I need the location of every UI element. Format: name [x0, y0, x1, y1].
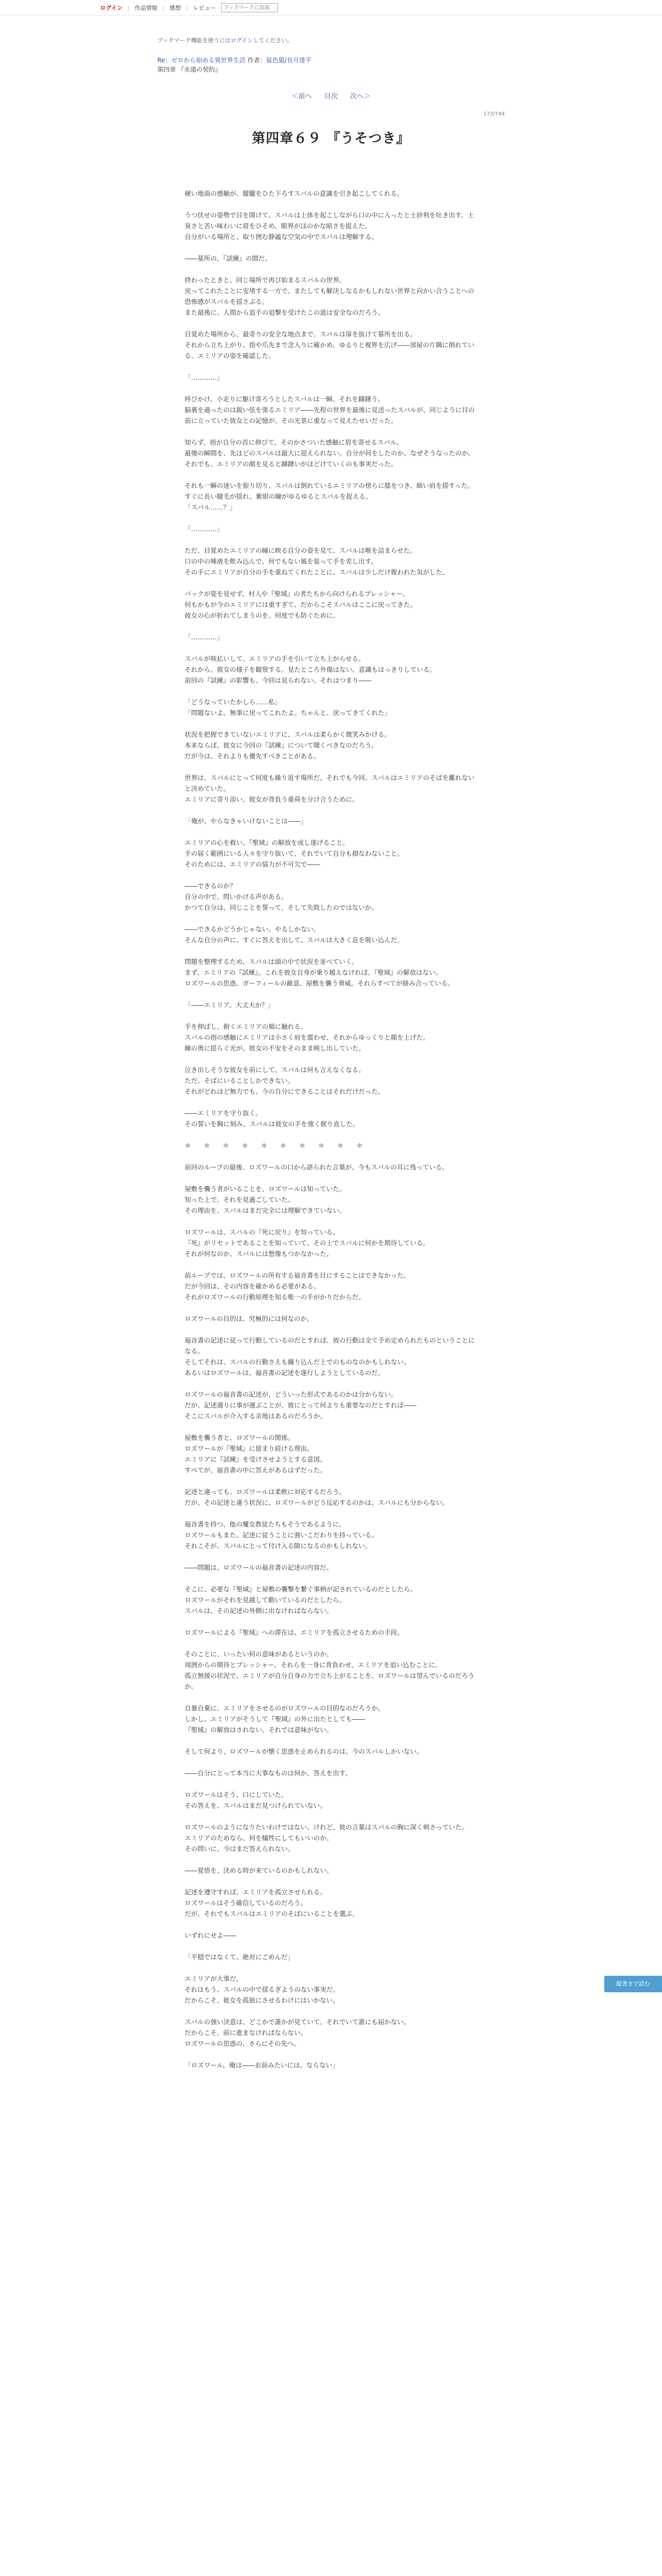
paragraph: 「…………」 — [185, 633, 224, 641]
series-title-text[interactable]: Re：ゼロから始める異世界生活 — [157, 57, 246, 64]
paragraph: 終わったときと、同じ場所で再び始まるスバルの世界。 戻ってこれたことに安堵する一方で、またしても解決しなるかもしれない世界と向かい合うことへの恐怖感がスバルを揺さぶる。 また最後に、人間から追手の追撃を受けたこの道は安全なのだろう。 — [185, 276, 474, 316]
separator: | — [186, 4, 188, 11]
paragraph: 「――エミリア、大丈夫か？」 — [185, 1001, 275, 1009]
paragraph: パックが姿を見せず、村人や『聖域』の者たちから向けられるプレッシャー。 何もかもが今のエミリアには重すぎて、だからこそスバルはここに戻ってきた。 彼女の心が折れてしまうのを、何度でも防ぐために。 — [185, 590, 417, 619]
paragraph: 記述と違っても、ロズワールは柔軟に対応するだろう。 だが、その記述と違う状況に、ロズワールがどう反応するのかは、スバルにも分からない。 — [185, 1488, 449, 1506]
paragraph: 福音書を持つ、他の魔女教徒たちもそうであるように。 ロズワールもまた、記述に従うことに強いこだわりを持っている。 それこそが、スバルにとって付け入る隙になるのかもしれない。 — [185, 1520, 378, 1550]
chapter-label: 第四章 『永遠の契約』 — [157, 66, 221, 73]
separator: | — [162, 4, 164, 11]
notice-prefix: ブックマーク機能を使うには — [157, 37, 231, 44]
paragraph: いずれにせよ―― — [185, 1931, 237, 1939]
notice-login-link[interactable]: ログイン — [230, 37, 253, 44]
paragraph: ロズワールはそう、口にしていた。 その答えを、スバルはまだ見つけられていない。 — [185, 1791, 327, 1809]
separator: | — [127, 4, 130, 11]
page-number: 173/744 — [483, 111, 505, 117]
paragraph: スバルの強い決意は、どこかで誰かが見ていて、それでいて誰にも届かない。 だからこそ、前に進まなければならない。 ロズワールの思惑の、さらにその先へ。 — [185, 2018, 410, 2047]
paragraph: ――墓所の、『試練』の間だ。 — [185, 255, 272, 262]
paragraph: ――できるかどうかじゃない。やるしかない。 そんな自分の声に、すぐに答えを出して、スバルは大きく息を吸い込んだ。 — [185, 925, 404, 944]
paragraph: うつ伏せの姿勢で目を開けて、スバルは上体を起こしながら口の中に入ったと土砂利を吐き出す。土臭さと苦い味わいに眉をひそめ、眼界がほのかな暗さを捉えた。 自分がいる場所と、取り囲む静謐な空気の中でスバルは理解する。 — [185, 211, 474, 241]
paragraph: 状況を把握できていないエミリアに、スバルは柔らかく微笑みかける。 本来ならば、彼女に今回の『試練』について聞くべきなのだろう。 だが今は、それよりも優先すべきことがある。 — [185, 731, 391, 760]
paragraph: ――エミリアを守り抜く。 その誓いを胸に刻み、スバルは彼女の手を強く握り直した。 — [185, 1109, 359, 1128]
paragraph: 知らず、指が自分の首に伸びて、そのかさついた感触に眉を寄せるスバル。 最後の瞬間を、先ほどのスバルは最大に迎えられない。自分が何をしたのか、なぜそうなったのか。 それでも、エミリアの顔を見ると躊躇いがほどけていくのも事実だった。 — [185, 438, 475, 468]
paragraph: ロズワールの福音書の記述が、どういった形式であるのかは分からない。 だが、記述通りに事が運ぶことが、彼にとって何よりも重要なのだとすれば―― そこにスバルが介入する余地はあるのだろうか。 — [185, 1391, 417, 1420]
paragraph: 前ループでは、ロズワールの所有する福音書を目にすることはできなかった。 だが今回は、その内容を確かめる必要がある。 それがロズワールの行動原理を知る唯一の手がかりだからだ。 — [185, 1272, 410, 1301]
paragraph: 屋敷を襲う者と、ロズワールの関係。 ロズワールが『聖域』に留まり続ける理由。 エミリアに『試練』を受けさせようとする意図。 すべてが、福音書の中に答えがあるはずだった。 — [185, 1434, 327, 1474]
paragraph: ロズワールのようになりたいわけではない。けれど、彼の言葉はスバルの胸に深く刺さっていた。 エミリアのためなら、何を犠牲にしてもいいのか。 その問いに、今はまだ答えられない。 — [185, 1823, 468, 1853]
paragraph: 「俺が、やらなきゃいけないことは――」 — [185, 817, 307, 825]
index-link[interactable]: 目次 — [324, 93, 338, 100]
nav-impressions[interactable]: 感想 — [169, 5, 181, 11]
top-nav — [100, 2, 278, 13]
paragraph: 「…………」 — [185, 525, 224, 533]
nav-work-info[interactable]: 作品情報 — [135, 5, 158, 11]
bookmark-input[interactable] — [221, 3, 278, 12]
series-title[interactable] — [157, 56, 311, 64]
paragraph: 「どうなっていたかしら……私」 「問題ないよ。無事に戻ってこれたよ。ちゃんと、戻ってきてくれた」 — [185, 698, 391, 717]
vertical-reading-button[interactable]: 縦書きで読む — [604, 1976, 662, 1992]
pager — [0, 91, 662, 100]
paragraph: 福音書の記述に従って行動しているのだとすれば、彼の行動は全て予め定められたものということになる。 そしてそれは、スバルの行動さえも織り込んだ上でのものなのかもしれない。 あるいはロズワールは、福音書の記述を遂行しようとしているのだ。 — [185, 1336, 475, 1377]
paragraph: そこに、必要な『聖域』と屋敷の襲撃を繋ぐ事柄が記されているのだとしたら。 ロズワールがそれを見越して動いているのだとしたら。 スバルは、その記述の外側に出なければならない。 — [185, 1585, 417, 1615]
login-link[interactable]: ログイン — [100, 5, 123, 11]
paragraph: ただ、目覚めたエミリアの瞳に映る自分の姿を見て、スバルは喉を詰まらせた。 口の中の唾液を飲み込んで、何でもない風を装って手を差し出す。 その手にエミリアが自分の手を重ねてくれたことに、スバルは少しだけ報われた気がした。 — [185, 547, 449, 576]
paragraph: ＊ ＊ ＊ ＊ ＊ ＊ ＊ ＊ ＊ ＊ — [185, 1142, 366, 1149]
prev-link[interactable]: ＜前へ — [291, 93, 312, 100]
paragraph: 自暴自棄に、エミリアをさせるのがロズワールの目的なのだろうか。 しかし、エミリアがそうして『聖域』の外に出たとしても―― 『聖域』の解放はされない。それでは意味がない。 — [185, 1704, 385, 1734]
author-label: 作者： — [247, 57, 267, 64]
paragraph: 目覚めた場所から、最寄りの安全な地点まで。スバルは扉を抜けて墓所を出る。 それから立ち上がり、指や爪先まで念入りに確かめ、ゆるりと視界を広げ――部屋の片隅に倒れている、エミリアの姿を確認した。 — [185, 330, 475, 360]
paragraph: 「ロズワール、俺は――お前みたいには、ならない」 — [185, 2061, 339, 2069]
paragraph: ――できるのか？ 自分の中で、問いかける声がある。 かつて自分は、同じことを誓って、そして失敗したのではないか。 — [185, 882, 378, 911]
next-link[interactable]: 次へ＞ — [350, 93, 371, 100]
paragraph: ロズワールの目的は、究極的には何なのか。 — [185, 1315, 313, 1323]
paragraph: 前回のループの最後、ロズワールの口から語られた言葉が、今もスバルの耳に残っている。 — [185, 1163, 449, 1171]
top-bar — [0, 0, 662, 15]
paragraph: スバルが咳払いして、エミリアの手を引いて立ち上がらせる。 それから、彼女の様子を観察する。見たところ外傷はない。意識もはっきりしている。 前回の『試練』の影響も、今回は見られない。それはつまり―― — [185, 655, 436, 684]
nav-review[interactable]: レビュー — [193, 5, 216, 11]
paragraph: 世界は、スバルにとって何度も繰り返す場所だ。それでも今回、スバルはエミリアのそばを離れないと決めていた。 エミリアに寄り添い、彼女が背負う重荷を分け合うために。 — [185, 774, 475, 803]
author-name[interactable]: 鼠色猫/長月達平 — [266, 57, 312, 64]
paragraph: 硬い地面の感触が、朦朧をひた下ろすスバルの意識を引き起こしてくれる。 — [185, 190, 404, 197]
paragraph: エミリアが大事だ。 それはもう、スバルの中で揺るぎようのない事実だ。 だからこそ、彼女を孤独にさせるわけにはいかない。 — [185, 1975, 340, 2004]
paragraph: 屋敷を襲う者がいることを、ロズワールは知っていた。 知った上で、それを見過ごしていた。 その理由を、スバルはまだ完全には理解できていない。 — [185, 1185, 346, 1214]
chapter-title: 第四章６９ 『うそつき』 — [252, 131, 410, 146]
notice-suffix: してください。 — [253, 37, 293, 44]
paragraph: ――覚悟を、決める時が来ているのかもしれない。 — [185, 1867, 333, 1874]
bookmark-notice — [157, 36, 293, 44]
paragraph: 「平穏ではなくて、絶対にごめんだ」 — [185, 1953, 294, 1961]
paragraph: 問題を整理するため、スバルは頭の中で状況を並べていく。 まず、エミリアの『試練』。これを彼女自身が乗り越えなければ、『聖域』の解放はない。 ロズワールの思惑、ガーフィールの敵意、屋敷を襲う脅威。それらすべてが絡み合っている。 — [185, 958, 454, 987]
paragraph: ロズワールは、スバルの『死に戻り』を知っている。 『死』がリセットであることを知っていて、その上でスバルに何かを期待している。 それが何なのか、スバルには想像もつかなかった。 — [185, 1228, 429, 1258]
paragraph: それも一瞬の迷いを振り切り、スバルは倒れているエミリアの傍らに膝をつき、細い肩を揺すった。 すぐに長い睫毛が揺れ、紫紺の瞳がゆるゆるとスバルを捉える。 「スバル……？」 — [185, 482, 474, 511]
paragraph: ロズワールによる『聖域』への滞在は、エミリアを孤立させるための手段。 — [185, 1629, 404, 1636]
paragraph: 「…………」 — [185, 374, 224, 381]
paragraph: エミリアの心を救い、『聖域』の解放を成し遂げること。 手の届く範囲にいる人々を守り抜いて、それでいて自分も損なわないこと。 そのためには、エミリアの協力が不可欠で―― — [185, 839, 404, 868]
paragraph: 記述を遵守すれば、エミリアを孤立させられる。 ロズワールはそう確信しているのだろう。 だが、それでもスバルはエミリアのそばにいることを選ぶ。 — [185, 1888, 359, 1918]
paragraph: 手を伸ばし、俯くエミリアの頬に触れる。 スバルの指の感触にエミリアは小さく肩を震わせ、それからゆっくりと顔を上げた。 瞳の奥に揺らぐ光が、彼女の不安をそのまま映し出していた。 — [185, 1023, 429, 1052]
paragraph: 泣き出しそうな彼女を前にして、スバルは何も言えなくなる。 ただ、そばにいることしかできない。 それがどれほど無力でも、今の自分にできることはそれだけだった。 — [185, 1066, 385, 1095]
paragraph: そのことに、いったい何の意味があるというのか。 周囲からの期待とプレッシャー、それらを一身に背負わせ、エミリアを追い込むことに。 孤立無援の状況で、エミリアが自分自身の力で立ち上がることを、ロズワールは望んでいるのだろうか。 — [185, 1650, 475, 1690]
novel-body — [185, 188, 477, 2081]
paragraph: ――自分にとって本当に大事なものは何か、答えを出す。 — [185, 1769, 352, 1777]
paragraph: そして何より、ロズワールが懐く思惑を止められるのは、今のスバルしかいない。 — [185, 1748, 423, 1755]
paragraph: 呼びかけ、小走りに駆け寄ろうとしたスバルは一瞬、それを躊躇う。 脳裏を過ったのは鋭い弦を張るエミリア――先程の世界を最後に見送ったスバルが、同じように目の前に立っていた彼女との記憶が、その光景に重なって見えたせいだった。 — [185, 395, 475, 425]
paragraph: ――問題は、ロズワールの福音書の記述の内容だ。 — [185, 1564, 333, 1571]
